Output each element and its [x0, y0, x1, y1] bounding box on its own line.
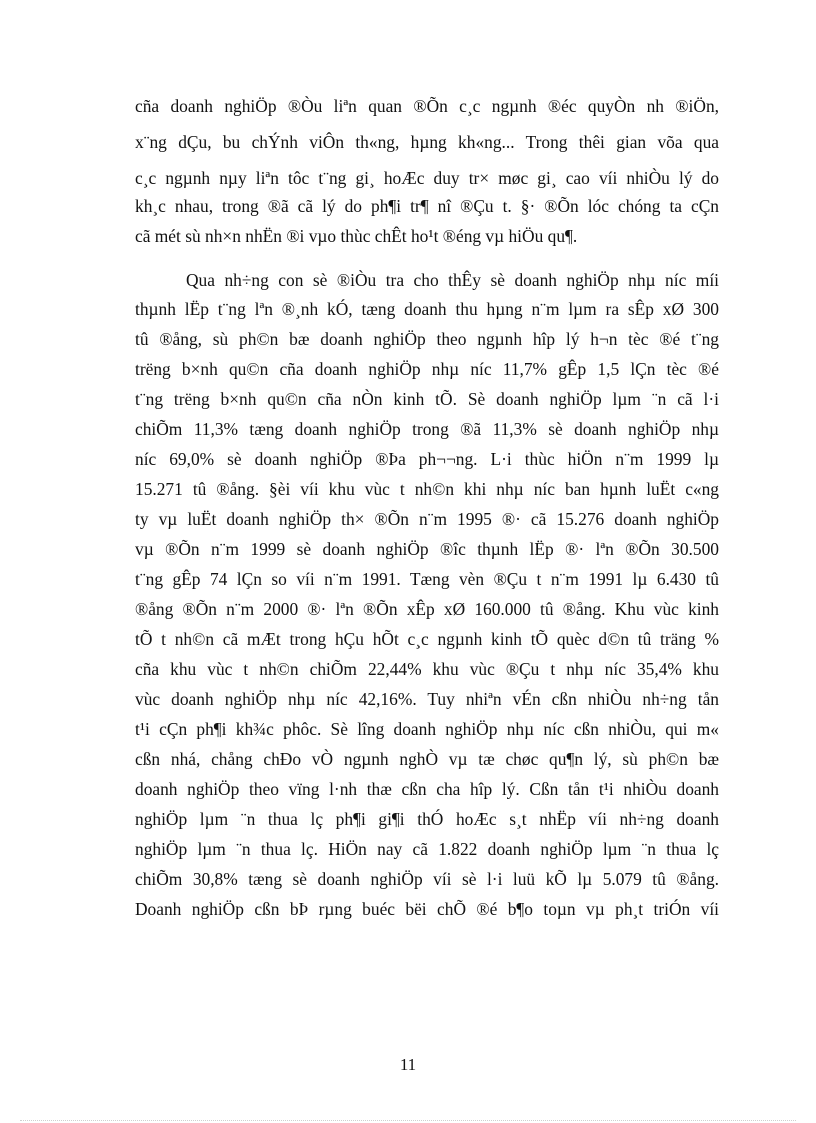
text-line: Doanh nghiÖp cßn bÞ rµng buéc bëi chÕ ®é b¶o toµn vµ ph¸t triÓn víi: [135, 899, 719, 919]
text-line: cã mét sù nh×n nhËn ®i vµo thùc chÊt ho¹t ®éng vµ hiÖu qu¶.: [135, 226, 578, 246]
text-line: tÕ t nh©n cã mÆt trong hÇu hÕt c¸c ngµnh kinh tÕ quèc d©n tû träng %: [135, 629, 719, 649]
text-line: x¨ng dÇu, bu chÝnh viÔn th«ng, hµng kh«ng... Trong thêi gian võa qua: [135, 132, 719, 152]
text-line: t¹i cÇn ph¶i kh¾c phôc. Sè lîng doanh nghiÖp nhµ níc cßn nhiÒu, qui m«: [135, 719, 719, 739]
text-line: chiÕm 30,8% tæng sè doanh nghiÖp víi sè l·i luü kÕ lµ 5.079 tû ®ång.: [135, 869, 719, 889]
text-line: tû ®ång, sù ph©n bæ doanh nghiÖp theo ngµnh hîp lý h¬n tèc ®é t¨ng: [135, 329, 719, 349]
text-line: t¨ng trëng b×nh qu©n cña nÒn kinh tÕ. Sè doanh nghiÖp lµm ¨n cã l·i: [135, 389, 719, 409]
text-line: Qua nh÷ng con sè ®iÒu tra cho thÊy sè doanh nghiÖp nhµ níc míi: [186, 270, 719, 290]
text-line: chiÕm 11,3% tæng doanh nghiÖp trong ®ã 11,3% sè doanh nghiÖp nhµ: [135, 419, 719, 439]
text-line: cña doanh nghiÖp ®Òu liªn quan ®Õn c¸c ngµnh ®éc quyÒn nh ®iÖn,: [135, 96, 719, 116]
text-line: vùc doanh nghiÖp nhµ níc 42,16%. Tuy nhiªn vÉn cßn nhiÒu nh÷ng tån: [135, 689, 719, 709]
text-line: trëng b×nh qu©n cña doanh nghiÖp nhµ níc 11,7% gÊp 1,5 lÇn tèc ®é: [135, 359, 719, 379]
text-line: vµ ®Õn n¨m 1999 sè doanh nghiÖp ®îc thµnh lËp ®· lªn ®Õn 30.500: [135, 539, 719, 559]
text-line: kh¸c nhau, trong ®ã cã lý do ph¶i tr¶ nî ®Çu t. §· ®Õn lóc chóng ta cÇn: [135, 196, 719, 216]
text-line: nghiÖp lµm ¨n thua lç ph¶i gi¶i thÓ hoÆc s¸t nhËp víi nh÷ng doanh: [135, 809, 719, 829]
text-line: ®ång ®Õn n¨m 2000 ®· lªn ®Õn xÊp xØ 160.000 tû ®ång. Khu vùc kinh: [135, 599, 719, 619]
text-line: 15.271 tû ®ång. §èi víi khu vùc t nh©n khi nhµ níc ban hµnh luËt c«ng: [135, 479, 719, 499]
text-line: t¨ng gÊp 74 lÇn so víi n¨m 1991. Tæng vèn ®Çu t n¨m 1991 lµ 6.430 tû: [135, 569, 719, 589]
page-number: 11: [399, 1055, 417, 1074]
page-bottom-divider: [20, 1120, 796, 1121]
text-line: doanh nghiÖp theo vïng l·nh thæ cßn cha hîp lý. Cßn tån t¹i nhiÒu doanh: [135, 779, 719, 799]
text-line: thµnh lËp t¨ng lªn ®¸nh kÓ, tæng doanh thu hµng n¨m lµm ra sÊp xØ 300: [135, 299, 719, 319]
text-line: nghiÖp lµm ¨n thua lç. HiÖn nay cã 1.822 doanh nghiÖp lµm ¨n thua lç: [135, 839, 719, 859]
text-line: ty vµ luËt doanh nghiÖp th× ®Õn n¨m 1995 ®· cã 15.276 doanh nghiÖp: [135, 509, 719, 529]
text-line: cña khu vùc t nh©n chiÕm 22,44% khu vùc ®Çu t nhµ níc 35,4% khu: [135, 659, 719, 679]
text-line: c¸c ngµnh nµy liªn tôc t¨ng gi¸ hoÆc duy tr× møc gi¸ cao víi nhiÒu lý do: [135, 168, 719, 188]
text-line: cßn nhá, chång chÐo vÒ ngµnh nghÒ vµ tæ chøc qu¶n lý, sù ph©n bæ: [135, 749, 719, 769]
text-line: níc 69,0% sè doanh nghiÖp ®Þa ph¬¬ng. L·i thùc hiÖn n¨m 1999 lµ: [135, 449, 719, 469]
